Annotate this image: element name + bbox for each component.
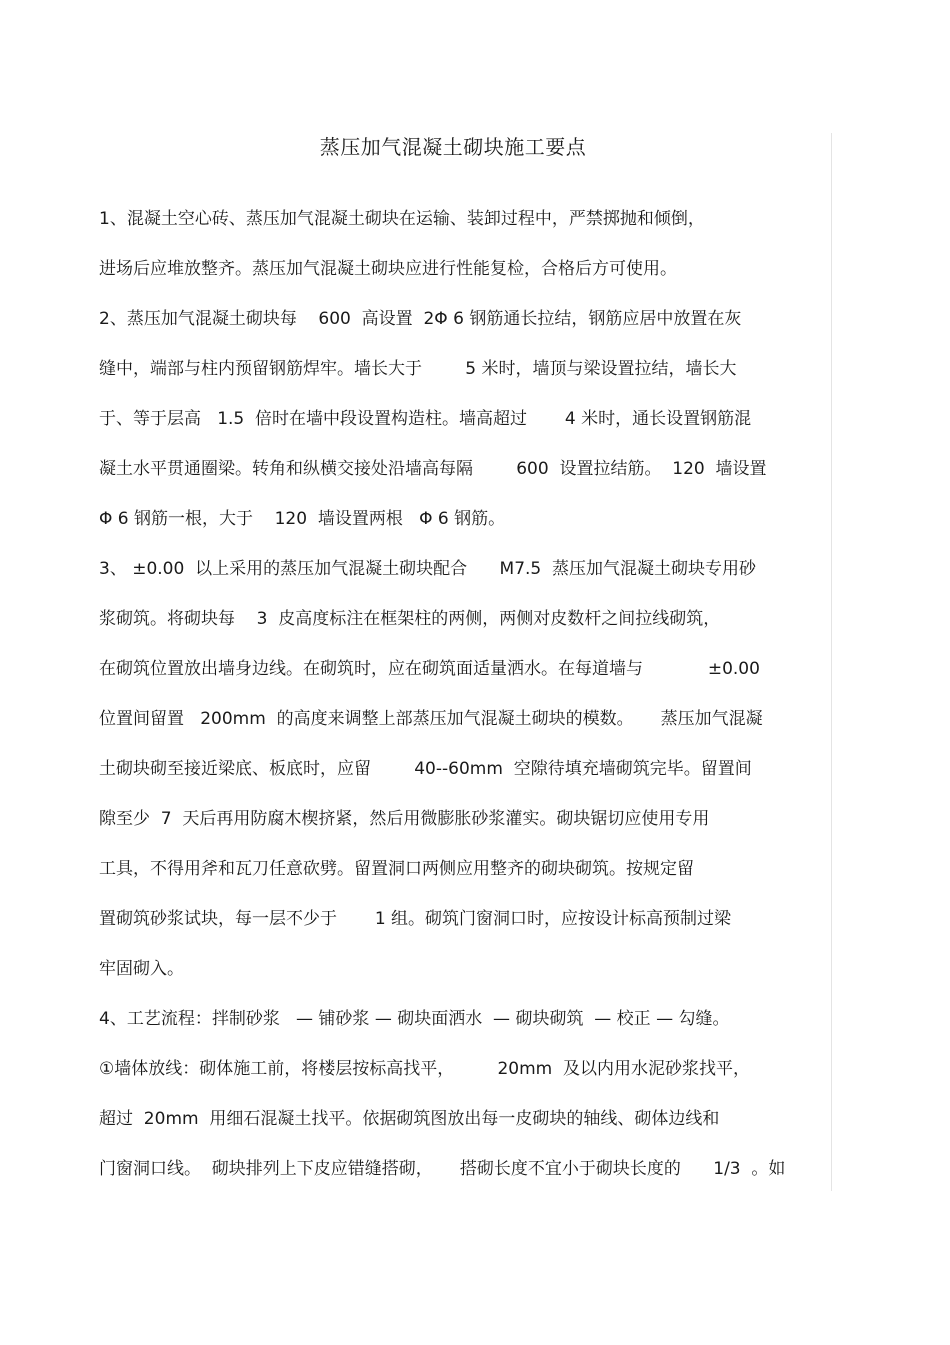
document-title: 蒸压加气混凝土砌块施工要点 — [319, 135, 587, 159]
body-line: 3、 ±0.00 以上采用的蒸压加气混凝土砌块配合 M7.5 蒸压加气混凝土砌块专用砂 — [99, 559, 757, 579]
body-line: 工具，不得用斧和瓦刀任意砍劈。留置洞口两侧应用整齐的砌块砌筑。按规定留 — [99, 859, 694, 879]
body-line: 凝土水平贯通圈梁。转角和纵横交接处沿墙高每隔 600 设置拉结筋。 120 墙设置 — [99, 459, 767, 479]
body-line: Φ 6 钢筋一根，大于 120 墙设置两根 Φ 6 钢筋。 — [99, 509, 506, 529]
body-line: 缝中，端部与柱内预留钢筋焊牢。墙长大于 5 米时，墙顶与梁设置拉结，墙长大 — [99, 359, 737, 379]
body-line: 牢固砌入。 — [99, 959, 184, 979]
page-edge-rule — [831, 133, 832, 1191]
body-line: 置砌筑砂浆试块，每一层不少于 1 组。砌筑门窗洞口时，应按设计标高预制过梁 — [99, 909, 732, 929]
body-line: ①墙体放线：砌体施工前，将楼层按标高找平， 20mm 及以内用水泥砂浆找平， — [99, 1059, 751, 1079]
body-line: 超过 20mm 用细石混凝土找平。依据砌筑图放出每一皮砌块的轴线、砌体边线和 — [99, 1109, 720, 1129]
body-line: 于、等于层高 1.5 倍时在墙中段设置构造柱。墙高超过 4 米时，通长设置钢筋混 — [99, 409, 752, 429]
body-line: 隙至少 7 天后再用防腐木楔挤紧，然后用微膨胀砂浆灌实。砌块锯切应使用专用 — [99, 809, 710, 829]
body-line: 浆砌筑。将砌块每 3 皮高度标注在框架柱的两侧，两侧对皮数杆之间拉线砌筑， — [99, 609, 721, 629]
body-line: 进场后应堆放整齐。蒸压加气混凝土砌块应进行性能复检，合格后方可使用。 — [99, 259, 677, 279]
body-line: 在砌筑位置放出墙身边线。在砌筑时，应在砌筑面适量洒水。在每道墙与 ±0.00 — [99, 659, 760, 679]
body-line: 门窗洞口线。 砌块排列上下皮应错缝搭砌， 搭砌长度不宜小于砌块长度的 1/3 。如 — [99, 1159, 786, 1179]
body-line: 2、蒸压加气混凝土砌块每 600 高设置 2Φ 6 钢筋通长拉结，钢筋应居中放置在灰 — [99, 309, 742, 329]
body-line: 4、工艺流程：拌制砂浆 — 铺砂浆 — 砌块面洒水 — 砌块砌筑 — 校正 — 勾缝。 — [99, 1009, 730, 1029]
body-line: 土砌块砌至接近梁底、板底时，应留 40--60mm 空隙待填充墙砌筑完毕。留置间 — [99, 759, 752, 779]
body-line: 1、混凝土空心砖、蒸压加气混凝土砌块在运输、装卸过程中，严禁掷抛和倾倒， — [99, 209, 705, 229]
body-line: 位置间留置 200mm 的高度来调整上部蒸压加气混凝土砌块的模数。 蒸压加气混凝 — [99, 709, 763, 729]
